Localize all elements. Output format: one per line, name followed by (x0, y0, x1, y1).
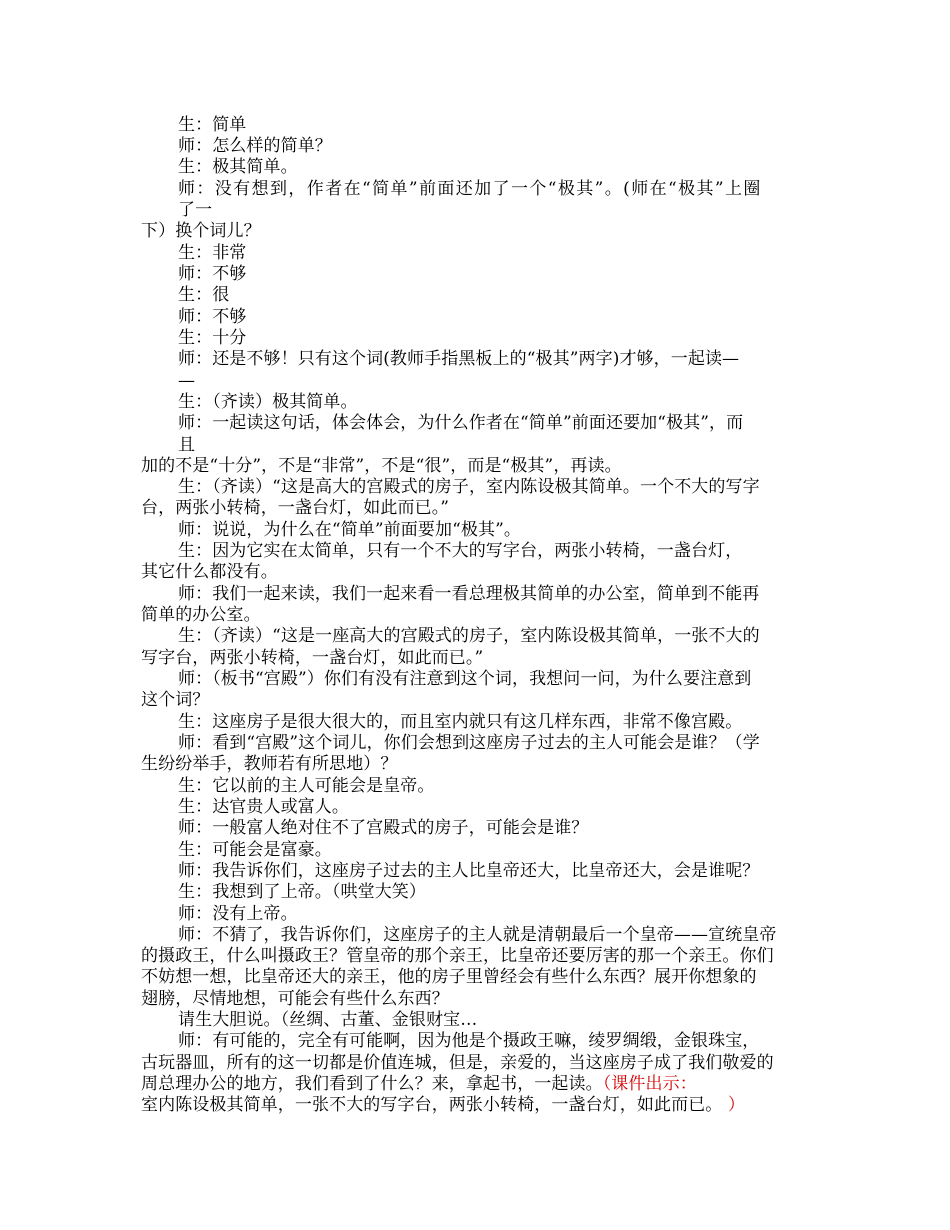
text-line: 师：没有上帝。 (178, 904, 298, 924)
text-line: 不妨想一想，比皇帝还大的亲王，他的房子里曾经会有些什么东西？展开你想象的 (141, 967, 757, 987)
text-line: 简单的办公室。 (141, 605, 261, 625)
text-line: 师：怎么样的简单？ (178, 136, 332, 156)
text-line: 师：不够 (178, 264, 247, 284)
text-line: 生：达官贵人或富人。 (178, 797, 349, 817)
courseware-close-paren: ） (727, 1095, 746, 1115)
text-line: 且 (178, 435, 196, 455)
text-segment: 周总理办公的地方，我们看到了什么？来，拿起书，一起读。 (141, 1074, 603, 1094)
text-line: 加的不是“十分”，不是“非常”，不是“很”，而是“极其”，再读。 (141, 456, 622, 476)
text-line: 师：一般富人绝对住不了宫殿式的房子，可能会是谁？ (178, 818, 589, 838)
text-line: 生：（齐读）“这是一座高大的宫殿式的房子，室内陈设极其简单，一张不大的 (178, 626, 760, 646)
text-line: 这个词？ (141, 690, 210, 710)
text-line: 生：简单 (178, 115, 247, 135)
text-line: 生：十分 (178, 328, 247, 348)
text-line: 师：有可能的，完全有可能啊，因为他是个摄政王嘛，绫罗绸缎，金银珠宝， (178, 1031, 760, 1051)
text-line: 师：我告诉你们，这座房子过去的主人比皇帝还大，比皇帝还大，会是谁呢？ (178, 861, 760, 881)
text-line: 的摄政王，什么叫摄政王？管皇帝的那个亲王，比皇帝还要厉害的那一个亲王。你们 (141, 946, 774, 966)
text-line: 请生大胆说。（丝绸、古董、金银财宝… (178, 1010, 478, 1030)
text-line: 师：还是不够！只有这个词(教师手指黑板上的“极其”两字)才够，一起读— (178, 349, 740, 369)
text-line: 生纷纷举手，教师若有所思地）？ (141, 754, 398, 774)
text-line: 生：它以前的主人可能会是皇帝。 (178, 776, 435, 796)
text-line: 台，两张小转椅，一盏台灯，如此而已。” (141, 498, 450, 518)
text-line: 生：（齐读）“这是高大的宫殿式的房子，室内陈设极其简单。一个不大的写字 (178, 477, 760, 497)
text-line: 翅膀，尽情地想，可能会有些什么东西？ (141, 989, 449, 1009)
text-line: 写字台，两张小转椅，一盏台灯，如此而已。” (141, 648, 484, 668)
text-line: — (178, 371, 196, 391)
courseware-text: 室内陈设极其简单，一张不大的写字台，两张小转椅，一盏台灯，如此而已。 (141, 1095, 723, 1115)
text-line: 其它什么都没有。 (141, 562, 278, 582)
text-line: 师：没有想到，作者在“简单”前面还加了一个“极其”。(师在“极其”上圈 (178, 179, 762, 199)
text-line: 生：极其简单。 (178, 157, 298, 177)
text-line: 生：这座房子是很大很大的，而且室内就只有这几样东西，非常不像宫殿。 (178, 712, 743, 732)
text-line: 了一 (178, 200, 213, 220)
text-line: 生：可能会是富豪。 (178, 840, 332, 860)
text-line: 古玩器皿，所有的这一切都是价值连城，但是，亲爱的，当这座房子成了我们敬爱的 (141, 1053, 774, 1073)
text-line: 师：我们一起来读，我们一起来看一看总理极其简单的办公室，简单到不能再 (178, 584, 760, 604)
courseware-marker: （课件出示： (602, 1074, 697, 1094)
courseware-text-line (141, 1094, 745, 1116)
text-line: 师：（板书“宫殿”）你们有没有注意到这个词，我想问一问，为什么要注意到 (178, 669, 752, 689)
text-line: 下）换个词儿？ (141, 221, 261, 241)
text-line: 师：不猜了，我告诉你们，这座房子的主人就是清朝最后一个皇帝——宣统皇帝 (178, 925, 777, 945)
text-line: 生：我想到了上帝。（哄堂大笑） (178, 882, 426, 902)
text-line: 师：不够 (178, 307, 247, 327)
text-line (141, 1073, 697, 1095)
text-line: 生：（齐读）极其简单。 (178, 392, 358, 412)
text-line: 师：一起读这句话，体会体会，为什么作者在“简单”前面还要加“极其”，而 (178, 413, 744, 433)
text-line: 生：非常 (178, 243, 247, 263)
text-line: 师：说说，为什么在“简单”前面要加“极其”。 (178, 520, 521, 540)
text-line: 师：看到“宫殿”这个词儿，你们会想到这座房子过去的主人可能会是谁？（学 (178, 733, 760, 753)
text-line: 生：因为它实在太简单，只有一个不大的写字台，两张小转椅，一盏台灯， (178, 541, 743, 561)
text-line: 生：很 (178, 285, 230, 305)
